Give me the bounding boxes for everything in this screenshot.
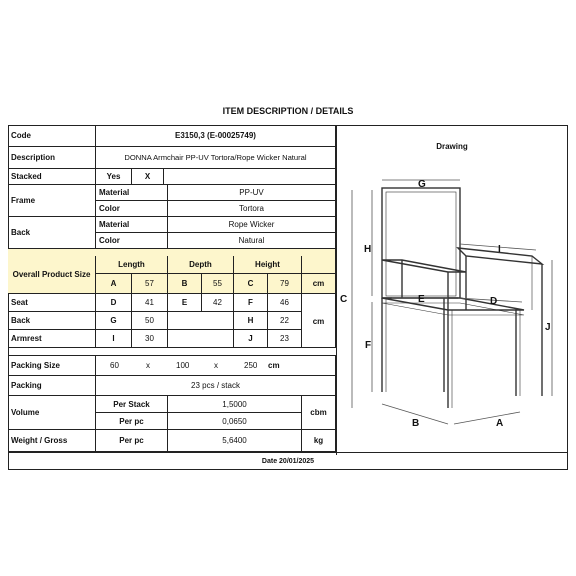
unit-cell-top — [302, 294, 336, 312]
back-label: Back — [8, 217, 96, 249]
label-d: D — [490, 296, 498, 307]
packing-size-l: 60 — [110, 361, 119, 370]
label-e: E — [418, 294, 425, 305]
label-h: H — [364, 244, 372, 255]
packing-size-label: Packing Size — [8, 356, 96, 376]
chair-seat-edge — [382, 303, 524, 315]
armrest-i-val: 30 — [132, 330, 168, 348]
unit-cell-bottom — [302, 330, 336, 348]
back-size-label: Back — [8, 312, 96, 330]
overall-a-key: A — [96, 274, 132, 294]
label-b: B — [412, 418, 420, 429]
packing-label: Packing — [8, 376, 96, 396]
drawing-title: Drawing — [436, 142, 468, 151]
armrest-j-key: J — [234, 330, 268, 348]
overall-c-val: 79 — [268, 274, 302, 294]
unit-header-empty — [302, 256, 336, 274]
back-g-key: G — [96, 312, 132, 330]
chair-seat-top — [382, 298, 524, 310]
armrest-j-val: 23 — [268, 330, 302, 348]
size-unit: cm — [302, 312, 336, 330]
label-f: F — [365, 340, 372, 351]
stacked-empty — [164, 169, 336, 185]
document-title: ITEM DESCRIPTION / DETAILS — [222, 106, 354, 116]
description-label: Description — [8, 147, 96, 169]
stacked-yes: Yes — [96, 169, 132, 185]
overall-b-key: B — [168, 274, 202, 294]
description-value: DONNA Armchair PP-UV Tortora/Rope Wicker Natural — [96, 147, 336, 169]
packing-size-h: 250 — [244, 361, 258, 370]
back-material-value: Rope Wicker — [168, 217, 336, 233]
dim-a-line — [454, 412, 520, 424]
code-value: E3150,3 (E-00025749) — [96, 125, 336, 147]
back-h-key: H — [234, 312, 268, 330]
seat-e-key: E — [168, 294, 202, 312]
back-g-val: 50 — [132, 312, 168, 330]
overall-a-val: 57 — [132, 274, 168, 294]
per-pc-weight-label: Per pc — [96, 430, 168, 452]
back-h-val: 22 — [268, 312, 302, 330]
seat-d-val: 41 — [132, 294, 168, 312]
spacer-row — [8, 348, 336, 356]
label-i: I — [498, 244, 501, 255]
frame-color-value: Tortora — [168, 201, 336, 217]
code-label: Code — [8, 125, 96, 147]
back-depth-empty — [168, 312, 234, 330]
weight-value: 5,6400 — [168, 430, 302, 452]
packing-value: 23 pcs / stack — [96, 376, 336, 396]
frame-color-label: Color — [96, 201, 168, 217]
back-color-value: Natural — [168, 233, 336, 249]
seat-f-val: 46 — [268, 294, 302, 312]
armrest-label: Armrest — [8, 330, 96, 348]
back-material-label: Material — [96, 217, 168, 233]
packing-size-x1: x — [146, 361, 150, 370]
per-stack-value: 1,5000 — [168, 396, 302, 413]
back-color-label: Color — [96, 233, 168, 249]
label-a: A — [496, 418, 504, 429]
frame-material-value: PP-UV — [168, 185, 336, 201]
armrest-i-key: I — [96, 330, 132, 348]
weight-unit: kg — [302, 430, 336, 452]
size-gap — [8, 249, 336, 256]
height-header: Height — [234, 256, 302, 274]
label-j: J — [545, 322, 551, 333]
label-c: C — [340, 294, 348, 305]
stacked-mark: X — [132, 169, 164, 185]
chair-armrest-left — [382, 260, 466, 272]
seat-label: Seat — [8, 294, 96, 312]
stacked-label: Stacked — [8, 169, 96, 185]
depth-header: Depth — [168, 256, 234, 274]
size-label: Overall Product Size — [8, 256, 96, 294]
label-g: G — [418, 179, 426, 190]
seat-d-key: D — [96, 294, 132, 312]
length-header: Length — [96, 256, 168, 274]
volume-label: Volume — [8, 396, 96, 430]
frame-label: Frame — [8, 185, 96, 217]
chair-back-inner — [386, 192, 456, 296]
armrest-depth-empty — [168, 330, 234, 348]
packing-size-x2: x — [214, 361, 218, 370]
packing-size-d: 100 — [176, 361, 190, 370]
seat-f-key: F — [234, 294, 268, 312]
per-pc-volume-value: 0,0650 — [168, 413, 302, 430]
seat-e-val: 42 — [202, 294, 234, 312]
frame-material-label: Material — [96, 185, 168, 201]
date: Date 20/01/2025 — [8, 452, 568, 470]
weight-label: Weight / Gross — [8, 430, 96, 452]
overall-unit: cm — [302, 274, 336, 294]
overall-c-key: C — [234, 274, 268, 294]
packing-size-unit: cm — [268, 361, 280, 370]
packing-size-values — [96, 356, 336, 376]
volume-unit: cbm — [302, 396, 336, 430]
chair-drawing — [336, 160, 566, 445]
per-pc-volume-label: Per pc — [96, 413, 168, 430]
overall-b-val: 55 — [202, 274, 234, 294]
per-stack-label: Per Stack — [96, 396, 168, 413]
